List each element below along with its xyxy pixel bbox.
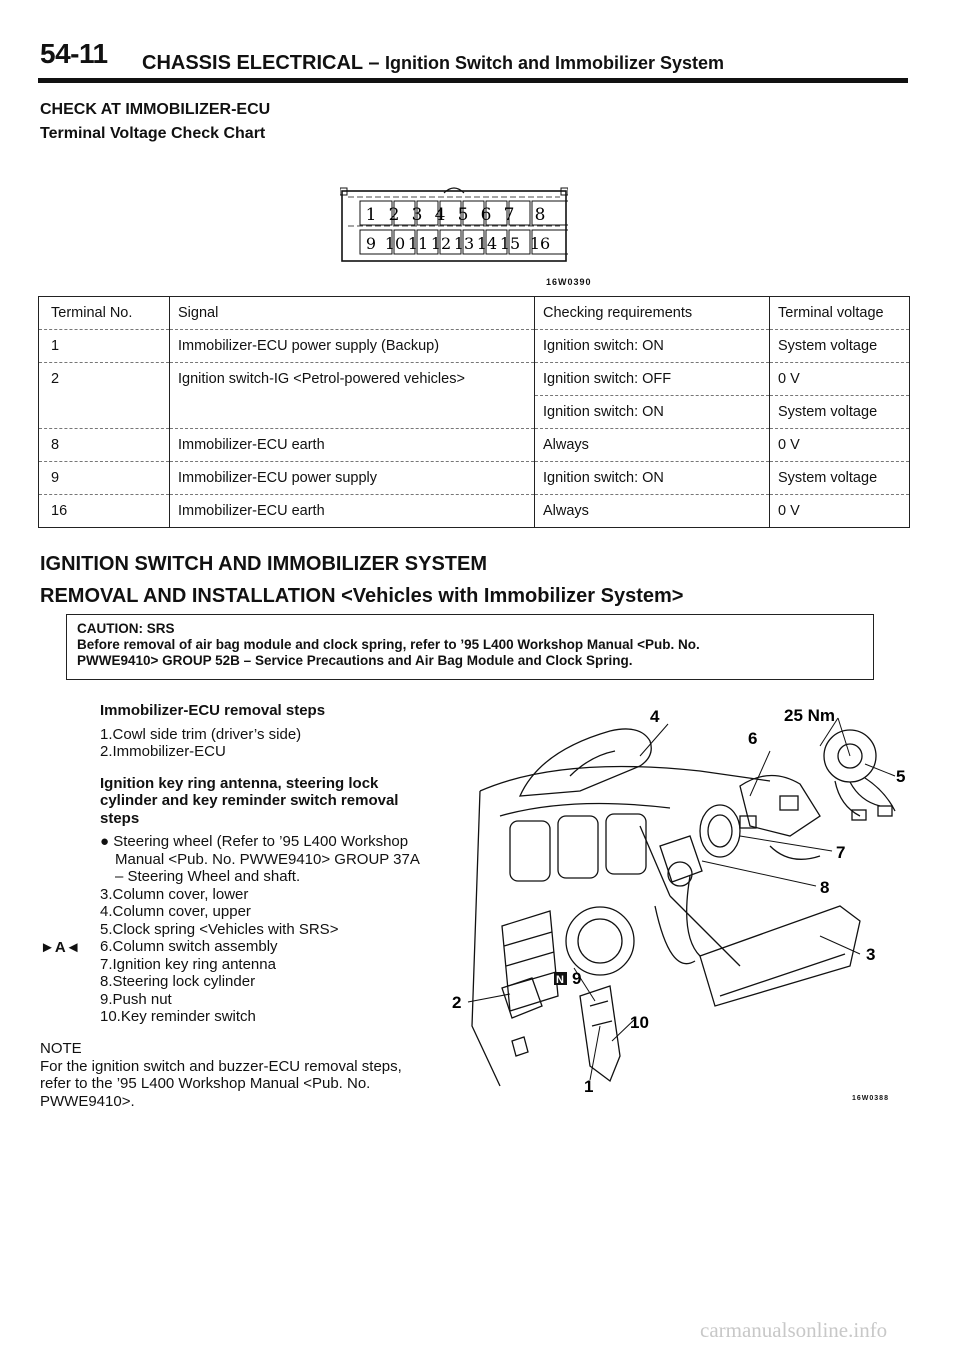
check-subtitle: Terminal Voltage Check Chart [40,125,266,142]
caution-text: Before removal of air bag module and clock spring, refer to ’95 L400 Workshop Manual <Pub. No. [77,637,700,652]
ecu-steps-heading: Immobilizer-ECU removal steps [100,702,326,719]
pre-step: Manual <Pub. No. PWWE9410> GROUP 37A [115,850,420,868]
title-separator: – [368,52,380,74]
figure-code: 16W0390 [546,277,592,287]
terminal-voltage-table [38,296,910,528]
callout-label: 8 [820,878,830,897]
watermark: carmanualsonline.info [700,1318,888,1342]
table-cell: System voltage [770,462,910,495]
page-number: 54-11 [40,38,108,69]
table-cell: System voltage [770,330,910,363]
exploded-view-diagram [440,696,920,1096]
table-cell: Immobilizer-ECU earth [170,495,535,528]
callout-label: 3 [866,945,876,964]
column-header: Terminal No. [39,297,170,330]
note-text: refer to the ’95 L400 Workshop Manual <Pub. No. [40,1075,371,1092]
column-header: Checking requirements [535,297,770,330]
page-title [142,52,724,75]
check-section-heading [40,98,270,146]
table-row [39,462,910,495]
list-item: 4.Column cover, upper [100,903,251,920]
table-row [39,363,910,396]
caution-label: CAUTION: SRS [77,621,175,636]
note-text: PWWE9410>. [40,1092,135,1110]
table-row [39,396,910,429]
table-cell: Immobilizer-ECU power supply [170,462,535,495]
list-item: 10.Key reminder switch [100,1008,256,1025]
note-label: NOTE [40,1040,82,1057]
callout-label: 4 [650,707,660,726]
table-cell: 0 V [770,363,910,396]
connector-diagram [340,183,568,263]
table-cell: Ignition switch-IG <Petrol-powered vehicles> [170,363,535,396]
pin-label: 4 [434,205,446,225]
removal-section-heading [40,548,683,612]
key-steps-heading: steps [100,809,140,827]
caution-text: PWWE9410> GROUP 52B – Service Precautions and Air Bag Module and Clock Spring. [77,653,633,668]
table-cell: Immobilizer-ECU earth [170,429,535,462]
list-item: 7.Ignition key ring antenna [100,955,276,973]
pin-label: 6 [480,205,492,225]
pin-label: 1 [365,205,377,225]
table-cell: 9 [39,462,170,495]
pin-label: 7 [503,205,515,225]
chapter-title: CHASSIS ELECTRICAL [142,52,363,74]
removal-steps [100,702,470,1026]
pin-label: 8 [534,205,546,225]
pin-label: 11 [407,234,429,253]
table-header-row [39,297,910,330]
table-cell: 1 [39,330,170,363]
callout-label: 2 [452,993,462,1012]
list-item: 3.Column cover, lower [100,885,249,903]
table-cell: 0 V [770,495,910,528]
column-header: Terminal voltage [770,297,910,330]
list-item: 1.Cowl side trim (driver’s side) [100,725,302,743]
pin-label: 14 [476,234,498,253]
list-item: 5.Clock spring <Vehicles with SRS> [100,920,339,938]
table-row [39,429,910,462]
note-text: For the ignition switch and buzzer-ECU removal steps, [40,1057,402,1075]
callout-label: 9 [572,969,582,988]
key-steps-heading: cylinder and key reminder switch removal [100,792,399,809]
table-cell [170,396,535,429]
n-badge: N [556,974,564,986]
pin-label: 16 [529,234,551,253]
removal-title-line2: REMOVAL AND INSTALLATION <Vehicles with Immobilizer System> [40,585,684,607]
table-cell: Always [535,429,770,462]
pre-step: ● Steering wheel (Refer to ’95 L400 Workshop [100,833,409,850]
table-cell [39,396,170,429]
list-item: 2.Immobilizer-ECU [100,743,226,760]
callout-label: 7 [836,843,846,862]
pin-label: 2 [388,205,400,225]
callout-label: 1 [584,1077,594,1096]
table-cell: Always [535,495,770,528]
pin-label: 9 [365,234,377,253]
key-steps-heading: Ignition key ring antenna, steering lock [100,774,379,792]
table-cell: 2 [39,363,170,396]
table-cell: Ignition switch: ON [535,396,770,429]
section-title: Ignition Switch and Immobilizer System [385,53,725,73]
list-item: 8.Steering lock cylinder [100,973,256,990]
column-header: Signal [170,297,535,330]
list-item: 6.Column switch assembly [100,938,278,955]
callout-label: 6 [748,729,758,748]
note-block [40,1040,470,1110]
table-cell: Immobilizer-ECU power supply (Backup) [170,330,535,363]
service-point-marker: ►A◄ [40,939,81,956]
figure-code: 16W0388 [852,1095,889,1102]
pin-label: 3 [411,205,423,225]
table-cell: 8 [39,429,170,462]
caution-box [66,614,874,680]
pin-label: 10 [384,234,406,253]
callout-label: 10 [630,1013,649,1032]
header-rule [38,78,908,83]
table-cell: 16 [39,495,170,528]
removal-title-line1: IGNITION SWITCH AND IMMOBILIZER SYSTEM [40,553,488,575]
pin-label: 13 [453,234,475,253]
table-cell: Ignition switch: ON [535,330,770,363]
table-row [39,495,910,528]
check-title: CHECK AT IMMOBILIZER-ECU [40,101,271,118]
pin-label: 15 [499,234,521,253]
table-row [39,330,910,363]
torque-label: 25 Nm [784,706,836,725]
table-cell: System voltage [770,396,910,429]
pin-label: 12 [430,234,452,253]
table-cell: 0 V [770,429,910,462]
pin-label: 5 [457,205,469,225]
list-item: 9.Push nut [100,990,172,1008]
table-cell: Ignition switch: OFF [535,363,770,396]
table-cell: Ignition switch: ON [535,462,770,495]
pre-step: – Steering Wheel and shaft. [115,868,301,885]
callout-label: 5 [896,767,906,786]
